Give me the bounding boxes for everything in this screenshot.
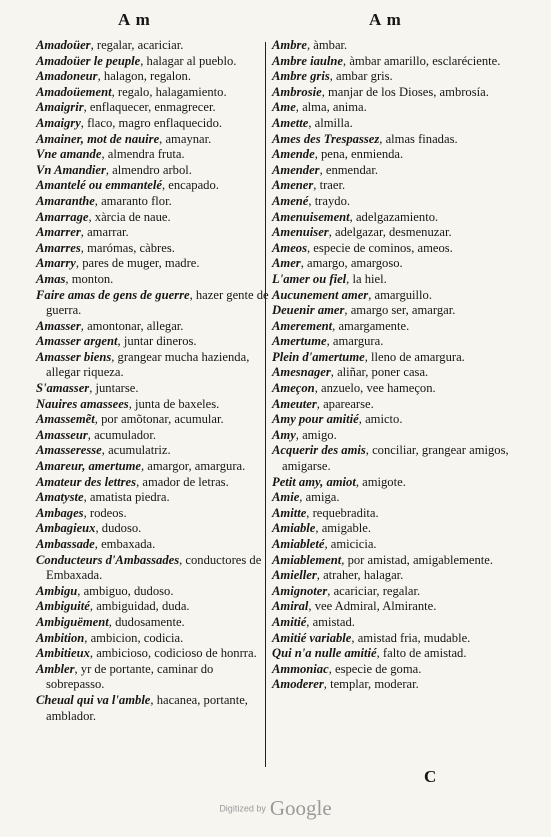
entry-definition: , enmendar. bbox=[319, 162, 378, 177]
entry-definition: , templar, moderar. bbox=[323, 677, 419, 692]
entry-headword: Ambitieux bbox=[36, 646, 90, 661]
running-head-left: A m bbox=[118, 10, 151, 29]
entry-headword: Amende bbox=[272, 147, 315, 162]
entry-headword: Ame bbox=[272, 100, 296, 115]
dictionary-entry bbox=[36, 225, 272, 241]
dictionary-entry bbox=[272, 288, 512, 304]
entry-headword: Nauires amassees bbox=[36, 396, 129, 411]
entry-definition: , dudosamente. bbox=[108, 614, 185, 629]
entry-headword: Amatyste bbox=[36, 490, 84, 505]
entry-definition: , acumulatriz. bbox=[101, 443, 171, 458]
entry-headword: Petit amy, amiot bbox=[272, 474, 356, 489]
entry-definition: , vee Admiral, Almirante. bbox=[308, 599, 437, 614]
dictionary-entry bbox=[36, 412, 272, 428]
dictionary-entry bbox=[272, 303, 512, 319]
entry-definition: , adelgazar, desmenuzar. bbox=[328, 225, 452, 240]
entry-headword: Ameos bbox=[272, 240, 307, 255]
entry-headword: Amette bbox=[272, 115, 309, 130]
entry-headword: Amas bbox=[36, 271, 66, 286]
dictionary-entry bbox=[272, 475, 512, 491]
entry-definition: , almendra fruta. bbox=[101, 147, 185, 162]
dictionary-entry bbox=[272, 428, 512, 444]
dictionary-entry bbox=[36, 631, 272, 647]
dictionary-entry bbox=[36, 521, 272, 537]
entry-headword: Amaranthe bbox=[36, 193, 95, 208]
entry-definition: , amontonar, allegar. bbox=[80, 318, 184, 333]
dictionary-entry bbox=[36, 350, 272, 381]
entry-headword: Ambrosie bbox=[272, 84, 322, 99]
entry-headword: Ambre bbox=[272, 38, 307, 52]
dictionary-entry bbox=[36, 428, 272, 444]
entry-definition: , àmbar. bbox=[306, 38, 348, 52]
entry-definition: , ambicion, codicia. bbox=[84, 630, 184, 645]
entry-definition: , amargamente. bbox=[332, 318, 410, 333]
entry-definition: , amatista piedra. bbox=[83, 490, 170, 505]
entry-headword: Plein d'amertume bbox=[272, 349, 365, 364]
dictionary-entry bbox=[36, 288, 272, 319]
entry-headword: Amoderer bbox=[272, 677, 324, 692]
dictionary-entry bbox=[36, 584, 272, 600]
entry-definition: , aliñar, poner casa. bbox=[330, 365, 429, 380]
dictionary-entry bbox=[36, 194, 272, 210]
entry-headword: Amadoüement bbox=[36, 84, 112, 99]
entry-definition: , àmbar amarillo, esclaréciente. bbox=[343, 53, 501, 68]
dictionary-entry bbox=[36, 100, 272, 116]
entry-definition: , amiga. bbox=[299, 490, 340, 505]
dictionary-entry bbox=[272, 272, 512, 288]
entry-definition: , regalo, halagamiento. bbox=[111, 84, 227, 99]
entry-headword: Cheual qui va l'amble bbox=[36, 692, 151, 707]
dictionary-entry bbox=[36, 38, 272, 54]
dictionary-entry bbox=[272, 615, 512, 631]
entry-definition: , amigable. bbox=[315, 521, 371, 536]
dictionary-entry bbox=[272, 69, 512, 85]
entry-definition: , hacanea, portante, amblador. bbox=[46, 692, 248, 723]
dictionary-entry bbox=[272, 584, 512, 600]
dictionary-entry bbox=[272, 132, 512, 148]
entry-definition: , amarrar. bbox=[80, 225, 129, 240]
entry-definition: , marómas, càbres. bbox=[80, 240, 175, 255]
dictionary-entry bbox=[272, 334, 512, 350]
entry-definition: , yr de portante, caminar do sobrepasso. bbox=[46, 661, 214, 692]
entry-definition: , almendro arbol. bbox=[105, 162, 192, 177]
entry-definition: , embaxada. bbox=[94, 537, 156, 551]
entry-headword: Amadoüer bbox=[36, 38, 91, 52]
entry-definition: , ambar gris. bbox=[329, 69, 393, 84]
entry-headword: Amenuiser bbox=[272, 225, 329, 240]
entry-headword: Ames des Trespassez bbox=[272, 131, 380, 146]
entry-definition: , pares de muger, madre. bbox=[75, 256, 200, 271]
dictionary-entry bbox=[272, 163, 512, 179]
dictionary-entry bbox=[36, 256, 272, 272]
entry-definition: , pena, enmienda. bbox=[314, 147, 404, 162]
entry-headword: Amené bbox=[272, 193, 309, 208]
entry-headword: Amerement bbox=[272, 318, 333, 333]
entry-definition: , amaranto flor. bbox=[94, 193, 172, 208]
signature-mark: C bbox=[424, 767, 437, 786]
entry-definition: , amicto. bbox=[358, 412, 403, 427]
entry-headword: Amie bbox=[272, 490, 300, 505]
dictionary-entry bbox=[36, 662, 272, 693]
dictionary-entry bbox=[272, 147, 512, 163]
entry-definition: , amargo ser, amargar. bbox=[344, 303, 456, 318]
entry-headword: Amy bbox=[272, 427, 296, 442]
dictionary-entry bbox=[272, 85, 512, 101]
entry-definition: , amistad. bbox=[306, 614, 355, 629]
entry-definition: , junta de baxeles. bbox=[128, 396, 220, 411]
dictionary-entry bbox=[272, 677, 512, 693]
entry-definition: , rodeos. bbox=[83, 505, 127, 520]
column-divider bbox=[265, 42, 266, 767]
entry-headword: Amitte bbox=[272, 505, 307, 520]
entry-headword: Amassemẽt bbox=[36, 412, 95, 427]
entry-headword: Amaigry bbox=[36, 115, 81, 130]
entry-definition: , manjar de los Dioses, ambrosía. bbox=[321, 84, 489, 99]
entry-headword: Ambages bbox=[36, 505, 84, 520]
entry-definition: , regalar, acariciar. bbox=[90, 38, 184, 52]
dictionary-entry bbox=[36, 85, 272, 101]
entry-definition: , flaco, magro enflaquecido. bbox=[80, 115, 223, 130]
entry-definition: , amargura. bbox=[326, 334, 384, 349]
entry-definition: , traer. bbox=[313, 178, 346, 193]
entry-definition: , encapado. bbox=[161, 178, 219, 193]
dictionary-entry bbox=[272, 568, 512, 584]
entry-headword: Qui n'a nulle amitié bbox=[272, 646, 377, 661]
entry-definition: , acumulador. bbox=[87, 427, 156, 442]
footer-prefix: Digitized by bbox=[219, 803, 266, 814]
dictionary-entry bbox=[272, 599, 512, 615]
entry-headword: Amiableté bbox=[272, 537, 325, 551]
dictionary-entry bbox=[36, 116, 272, 132]
entry-headword: Ambre iaulne bbox=[272, 53, 344, 68]
dictionary-entry bbox=[272, 100, 512, 116]
entry-definition: , conductores de Embaxada. bbox=[46, 552, 262, 583]
entry-definition: , halagon, regalon. bbox=[97, 69, 191, 84]
entry-definition: , amigo. bbox=[295, 427, 337, 442]
dictionary-entry bbox=[36, 241, 272, 257]
dictionary-entry bbox=[272, 381, 512, 397]
dictionary-entry bbox=[272, 319, 512, 335]
dictionary-entry bbox=[272, 490, 512, 506]
entry-headword: Amasser bbox=[36, 318, 81, 333]
entry-headword: Aucunement amer bbox=[272, 287, 369, 302]
dictionary-entry bbox=[272, 256, 512, 272]
entry-headword: Amarry bbox=[36, 256, 76, 271]
entry-definition: , ambiguidad, duda. bbox=[89, 599, 190, 614]
entry-definition: , especie de goma. bbox=[328, 661, 422, 676]
entry-definition: , por amõtonar, acumular. bbox=[94, 412, 224, 427]
entry-definition: , conciliar, grangear amigos, amigarse. bbox=[282, 443, 509, 474]
dictionary-entry bbox=[272, 646, 512, 662]
entry-definition: , amargor, amargura. bbox=[140, 459, 246, 474]
entry-headword: Amainer, mot de nauire bbox=[36, 131, 160, 146]
dictionary-entry bbox=[272, 54, 512, 70]
entry-headword: Deuenir amer bbox=[272, 303, 345, 318]
dictionary-entry bbox=[272, 225, 512, 241]
digitization-footer bbox=[0, 796, 551, 821]
entry-headword: S'amasser bbox=[36, 381, 90, 396]
entry-headword: Amy pour amitié bbox=[272, 412, 359, 427]
entry-definition: , ambicioso, codicioso de honrra. bbox=[89, 646, 257, 661]
entry-definition: , amargo, amargoso. bbox=[300, 256, 403, 271]
entry-definition: , especie de cominos, ameos. bbox=[306, 240, 453, 255]
entry-definition: , aparearse. bbox=[316, 396, 374, 411]
entry-definition: , requebradita. bbox=[306, 505, 379, 520]
entry-definition: , lleno de amargura. bbox=[364, 349, 465, 364]
entry-headword: Ambre gris bbox=[272, 69, 330, 84]
dictionary-entry bbox=[272, 662, 512, 678]
footer-brand-logo: Google bbox=[269, 796, 332, 820]
entry-headword: Amarrer bbox=[36, 225, 81, 240]
dictionary-entry bbox=[36, 615, 272, 631]
entry-headword: Amasseresse bbox=[36, 443, 102, 458]
dictionary-entry bbox=[36, 147, 272, 163]
dictionary-entry bbox=[36, 646, 272, 662]
dictionary-entry bbox=[36, 381, 272, 397]
entry-headword: Ameçon bbox=[272, 381, 315, 396]
entry-headword: Amiablement bbox=[272, 552, 342, 567]
entry-definition: , amigote. bbox=[355, 474, 406, 489]
entry-definition: , traydo. bbox=[308, 193, 351, 208]
entry-definition: , amicicia. bbox=[324, 537, 377, 551]
entry-headword: Amarrage bbox=[36, 209, 89, 224]
dictionary-entry bbox=[36, 553, 272, 584]
dictionary-entry bbox=[36, 506, 272, 522]
entry-definition: , falto de amistad. bbox=[376, 646, 467, 661]
dictionary-entry bbox=[272, 443, 512, 474]
entry-headword: Amieller bbox=[272, 568, 317, 583]
dictionary-entry bbox=[36, 334, 272, 350]
dictionary-entry bbox=[36, 272, 272, 288]
dictionary-entry bbox=[36, 475, 272, 491]
entry-headword: Ambigu bbox=[36, 583, 78, 598]
entry-definition: , adelgazamiento. bbox=[349, 209, 439, 224]
entry-definition: , amador de letras. bbox=[136, 474, 229, 489]
dictionary-entry bbox=[272, 38, 512, 54]
entry-headword: Ameuter bbox=[272, 396, 317, 411]
entry-definition: , anzuelo, vee hameçon. bbox=[314, 381, 436, 396]
entry-headword: Amateur des lettres bbox=[36, 474, 137, 489]
entry-headword: Ambassade bbox=[36, 537, 95, 551]
entry-headword: Ambagieux bbox=[36, 521, 96, 536]
dictionary-entry bbox=[272, 521, 512, 537]
entry-definition: , xàrcia de naue. bbox=[88, 209, 171, 224]
entry-headword: Amiable bbox=[272, 521, 316, 536]
dictionary-entry bbox=[36, 178, 272, 194]
entry-headword: Amender bbox=[272, 162, 320, 177]
dictionary-entry bbox=[272, 350, 512, 366]
entry-headword: Amaigrir bbox=[36, 100, 84, 115]
entry-headword: Amignoter bbox=[272, 583, 328, 598]
entry-definition: , por amistad, amigablemente. bbox=[341, 552, 494, 567]
entry-definition: , grangear mucha hazienda, allegar riqueza. bbox=[46, 349, 250, 380]
entry-headword: Amasser argent bbox=[36, 334, 118, 349]
entry-definition: , amaynar. bbox=[159, 131, 212, 146]
entry-definition: , juntarse. bbox=[89, 381, 139, 396]
entry-headword: Amitié bbox=[272, 614, 307, 629]
entry-headword: Acquerir des amis bbox=[272, 443, 366, 458]
dictionary-entry bbox=[272, 631, 512, 647]
entry-headword: Ambiguité bbox=[36, 599, 90, 614]
entry-definition: , ambiguo, dudoso. bbox=[77, 583, 174, 598]
dictionary-entry bbox=[36, 490, 272, 506]
dictionary-entry bbox=[36, 210, 272, 226]
entry-headword: Amitié variable bbox=[272, 630, 352, 645]
dictionary-entry bbox=[272, 194, 512, 210]
dictionary-entry bbox=[36, 54, 272, 70]
dictionary-entry bbox=[272, 178, 512, 194]
entry-headword: Amasseur bbox=[36, 427, 88, 442]
entry-headword: Vne amande bbox=[36, 147, 102, 162]
dictionary-entry bbox=[36, 132, 272, 148]
entry-headword: Vn Amandier bbox=[36, 162, 106, 177]
dictionary-entry bbox=[36, 69, 272, 85]
entry-definition: , almilla. bbox=[308, 115, 353, 130]
entry-definition: , amistad fria, mudable. bbox=[351, 630, 471, 645]
entry-headword: Ambler bbox=[36, 661, 75, 676]
dictionary-entry bbox=[272, 116, 512, 132]
entry-definition: , amarguillo. bbox=[368, 287, 432, 302]
entry-headword: Amantelé ou emmantelé bbox=[36, 178, 162, 193]
dictionary-entry bbox=[272, 553, 512, 569]
dictionary-entry bbox=[36, 163, 272, 179]
entry-headword: Ammoniac bbox=[272, 661, 329, 676]
entry-headword: L'amer ou fiel bbox=[272, 271, 347, 286]
entry-headword: Amarres bbox=[36, 240, 81, 255]
entry-headword: Amadoneur bbox=[36, 69, 98, 84]
dictionary-entry bbox=[272, 412, 512, 428]
entry-headword: Ambition bbox=[36, 630, 85, 645]
entry-headword: Amareur, amertume bbox=[36, 459, 141, 474]
entry-headword: Faire amas de gens de guerre bbox=[36, 287, 190, 302]
entry-definition: , almas finadas. bbox=[379, 131, 458, 146]
entry-definition: , la hiel. bbox=[346, 271, 387, 286]
dictionary-entry bbox=[272, 241, 512, 257]
entry-headword: Amiral bbox=[272, 599, 309, 614]
dictionary-entry bbox=[36, 397, 272, 413]
entry-definition: , enflaquecer, enmagrecer. bbox=[83, 100, 216, 115]
dictionary-entry bbox=[36, 693, 272, 724]
dictionary-entry bbox=[36, 319, 272, 335]
entry-headword: Amer bbox=[272, 256, 301, 271]
entry-definition: , monton. bbox=[65, 271, 114, 286]
entry-headword: Conducteurs d'Ambassades bbox=[36, 552, 180, 567]
entry-definition: , atraher, halagar. bbox=[316, 568, 404, 583]
entry-headword: Amesnager bbox=[272, 365, 331, 380]
entry-headword: Amasser biens bbox=[36, 349, 112, 364]
dictionary-entry bbox=[272, 365, 512, 381]
dictionary-entry bbox=[36, 443, 272, 459]
left-column bbox=[36, 38, 272, 724]
dictionary-entry bbox=[272, 397, 512, 413]
dictionary-entry bbox=[272, 537, 512, 553]
entry-headword: Amertume bbox=[272, 334, 327, 349]
running-head-right: A m bbox=[369, 10, 402, 29]
dictionary-entry bbox=[36, 459, 272, 475]
dictionary-entry bbox=[272, 210, 512, 226]
dictionary-entry bbox=[36, 599, 272, 615]
right-column bbox=[272, 38, 512, 693]
entry-definition: , dudoso. bbox=[95, 521, 142, 536]
dictionary-entry bbox=[36, 537, 272, 553]
entry-headword: Amadoüer le peuple bbox=[36, 53, 141, 68]
entry-definition: , acariciar, regalar. bbox=[327, 583, 421, 598]
entry-headword: Ambiguëment bbox=[36, 614, 109, 629]
entry-headword: Amenuisement bbox=[272, 209, 350, 224]
entry-definition: , juntar dineros. bbox=[117, 334, 197, 349]
entry-headword: Amener bbox=[272, 178, 314, 193]
entry-definition: , hazer gente de guerra. bbox=[46, 287, 269, 318]
entry-definition: , halagar al pueblo. bbox=[140, 53, 237, 68]
dictionary-entry bbox=[272, 506, 512, 522]
entry-definition: , alma, anima. bbox=[295, 100, 367, 115]
